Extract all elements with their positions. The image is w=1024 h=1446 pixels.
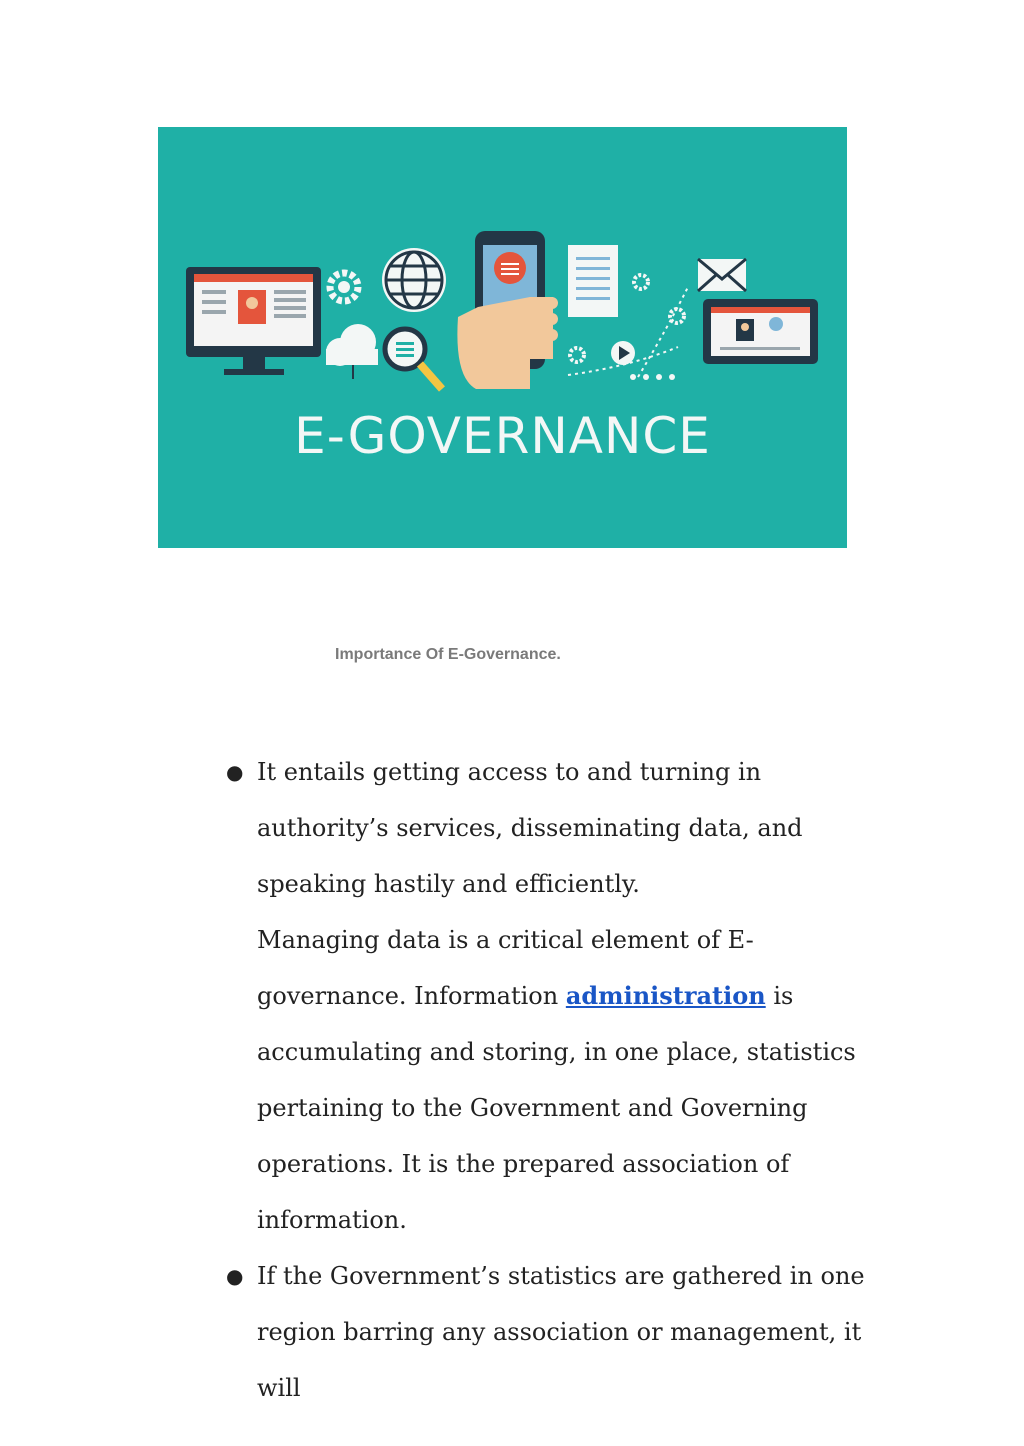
banner-title: E-GOVERNANCE xyxy=(294,407,711,465)
tablet-icon xyxy=(703,299,818,364)
paragraph-text-end: is accumulating and storing, in one place, statistics pertaining to the Government and Governing operations. It is the prepared association of information. xyxy=(257,982,856,1234)
paragraph-text xyxy=(257,912,882,1248)
list-item xyxy=(222,1248,882,1416)
banner-illustration xyxy=(158,127,847,548)
magnifier-icon xyxy=(385,329,442,389)
globe-icon xyxy=(382,248,446,312)
cloud-icon xyxy=(326,324,378,379)
administration-link[interactable]: administration xyxy=(565,981,766,1010)
bullet-icon: ● xyxy=(226,760,244,784)
article-body xyxy=(222,744,882,1416)
document-icon xyxy=(568,245,618,317)
gear-icon xyxy=(330,273,358,301)
list-item-text: If the Government’s statistics are gathered in one region barring any association or management, it will xyxy=(257,1262,865,1402)
list-item xyxy=(222,744,882,1248)
image-caption: Importance Of E-Governance. xyxy=(335,646,561,663)
bullet-icon: ● xyxy=(226,1264,244,1288)
list-item-text: It entails getting access to and turning in authority’s services, disseminating data, and speaking hastily and efficiently. xyxy=(257,758,803,898)
smartphone-hand-icon xyxy=(457,231,558,389)
play-icon xyxy=(611,341,635,365)
egovernance-banner-image xyxy=(158,127,847,548)
paragraph-text-start: Managing data is a critical element of E-governance. Information xyxy=(257,926,754,1010)
envelope-icon xyxy=(698,259,746,291)
monitor-icon xyxy=(186,267,321,375)
